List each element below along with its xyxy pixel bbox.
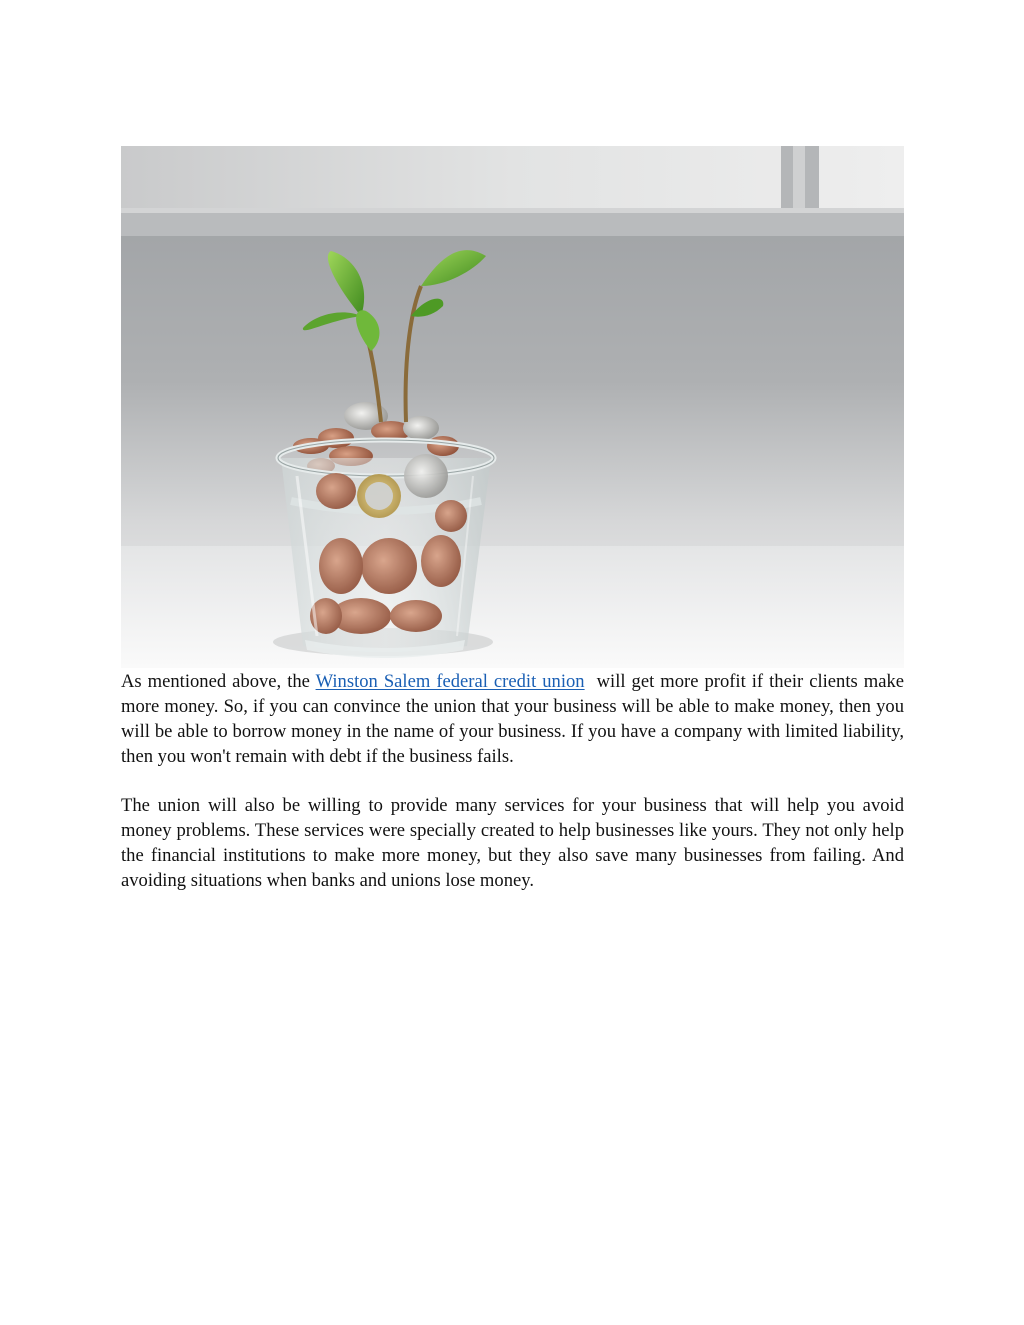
plant-coins-photo bbox=[121, 146, 904, 668]
paragraph-1-intro: As mentioned above, the bbox=[121, 671, 316, 692]
paragraph-1 bbox=[121, 669, 909, 769]
paragraph-2: The union will also be willing to provide many services for your business that will help you avoid money problems. These services were specially created to help businesses like yours. They not only help the financial institutions to make more money, but they also save many businesses from failing. And avoiding situations when banks and unions lose money. bbox=[121, 795, 904, 891]
credit-union-link[interactable]: Winston Salem federal credit union bbox=[315, 671, 585, 692]
paragraph-1-body: will get more profit if their clients make more money. So, if you can convince the union that your business will be able to make money, then you will be able to borrow money in the name of your business. If you have a company with limited liability, then you won't remain with debt if the business fails. bbox=[121, 671, 909, 767]
